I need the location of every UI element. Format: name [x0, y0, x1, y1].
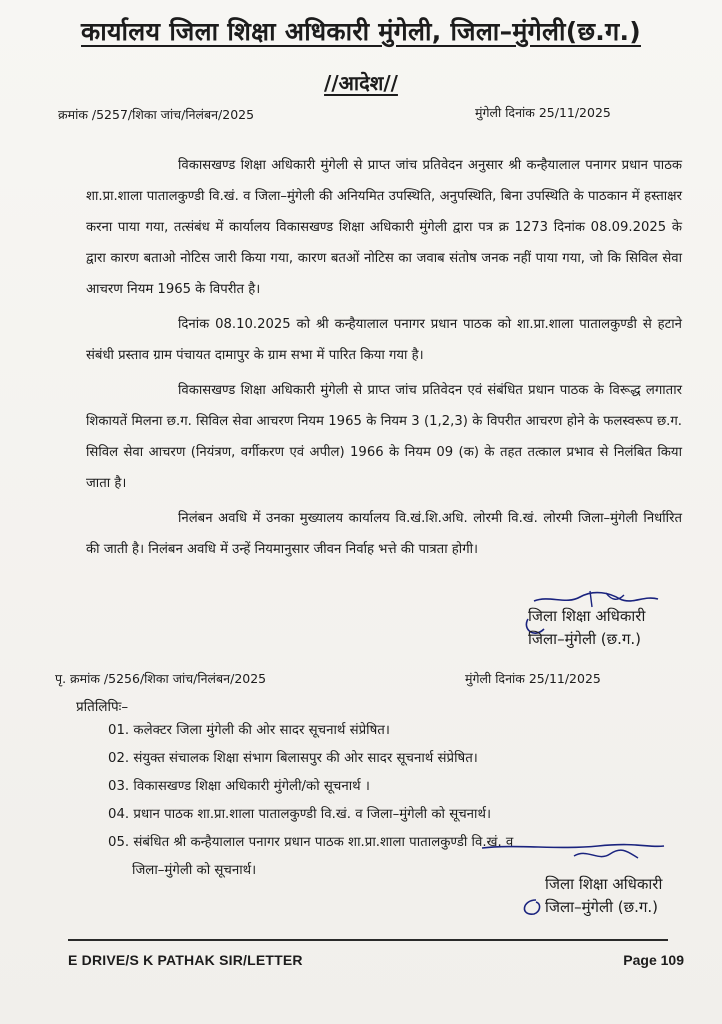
signature-block-1: [528, 605, 645, 651]
order-body: [86, 150, 682, 565]
list-item-continuation: जिला–मुंगेली को सूचनार्थ।: [132, 863, 257, 878]
signature-place: जिला–मुंगेली (छ.ग.): [545, 898, 659, 916]
office-title: कार्यालय जिला शिक्षा अधिकारी मुंगेली, जिला–मुंगेली(छ.ग.): [81, 17, 641, 46]
list-item: 01. कलेक्टर जिला मुंगेली की ओर सादर सूचनार्थ संप्रेषित।: [108, 723, 390, 738]
list-item: 04. प्रधान पाठक शा.प्रा.शाला पातालकुण्डी वि.खं. व जिला–मुंगेली को सूचनार्थ।: [108, 807, 492, 822]
copy-to-label: प्रतिलिपिः–: [76, 699, 129, 715]
order-date: मुंगेली दिनांक 25/11/2025: [475, 105, 611, 120]
paragraph-2: दिनांक 08.10.2025 को श्री कन्हैयालाल पनागर प्रधान पाठक को शा.प्रा.शाला पातालकुण्डी से हटाने संबंधी प्रस्ताव ग्राम पंचायत दामापुर के ग्राम सभा में पारित किया गया है।: [86, 317, 682, 363]
paragraph-1: विकासखण्ड शिक्षा अधिकारी मुंगेली से प्राप्त जांच प्रतिवेदन अनुसार श्री कन्हैयालाल पनागर प्रधान पाठक शा.प्रा.शाला पातालकुण्डी वि.खं. व जिला–मुंगेली की अनियमित उपस्थिति, अनुपस्थिति, बिना उपस्थिति के पाठकान में हस्ताक्षर करना पाया गया, तत्संबंध में कार्यालय विकासखण्ड शिक्षा अधिकारी मुंगेली द्वारा पत्र क्र 1273 दिनांक 08.09.2025 के द्वारा कारण बताओ नोटिस जारी किया गया, कारण बतओं नोटिस का जवाब संतोष जनक नहीं पाया गया, जो कि सिविल सेवा आचरण नियम 1965 के विपरीत है।: [86, 158, 682, 297]
signature-block-2: [545, 873, 662, 919]
order-number: क्रमांक /5257/शिका जांच/निलंबन/2025: [58, 107, 255, 122]
paragraph-4: निलंबन अवधि में उनका मुख्यालय कार्यालय वि.खं.शि.अधि. लोरमी वि.खं. लोरमी जिला–मुंगेली निर्धारित की जाती है। निलंबन अवधि में उन्हें नियमानुसार जीवन निर्वाह भत्ते की पात्रता होगी।: [86, 511, 682, 557]
endorsement-number: पृ. क्रमांक /5256/शिका जांच/निलंबन/2025: [55, 671, 267, 686]
signature-designation: जिला शिक्षा अधिकारी: [545, 875, 663, 893]
list-item: 05. संबंधित श्री कन्हैयालाल पनागर प्रधान पाठक शा.प्रा.शाला पातालकुण्डी वि.खं. व: [108, 835, 514, 850]
footer-divider: [68, 939, 668, 941]
endorsement-date: मुंगेली दिनांक 25/11/2025: [465, 671, 601, 686]
signature-place: जिला–मुंगेली (छ.ग.): [528, 630, 642, 648]
list-item: 03. विकासखण्ड शिक्षा अधिकारी मुंगेली/को सूचनार्थ ।: [108, 779, 370, 794]
footer-path: E DRIVE/S K PATHAK SIR/LETTER: [68, 952, 303, 968]
paragraph-3: विकासखण्ड शिक्षा अधिकारी मुंगेली से प्राप्त जांच प्रतिवेदन एवं संबंधित प्रधान पाठक के विरूद्ध लगातार शिकायतें मिलना छ.ग. सिविल सेवा आचरण नियम 1965 के नियम 3 (1,2,3) के विपरीत आचरण होने के फलस्वरूप छ.ग. सिविल सेवा आचरण (नियंत्रण, वर्गीकरण एवं अपील) 1966 के नियम 09 (क) के तहत तत्काल प्रभाव से निलंबित किया जाता है।: [86, 383, 682, 491]
page-number: Page 109: [623, 952, 684, 968]
order-heading: //आदेश//: [324, 71, 398, 95]
list-item: 02. संयुक्त संचालक शिक्षा संभाग बिलासपुर की ओर सादर सूचनार्थ संप्रेषित।: [108, 751, 478, 766]
signature-designation: जिला शिक्षा अधिकारी: [528, 607, 646, 625]
